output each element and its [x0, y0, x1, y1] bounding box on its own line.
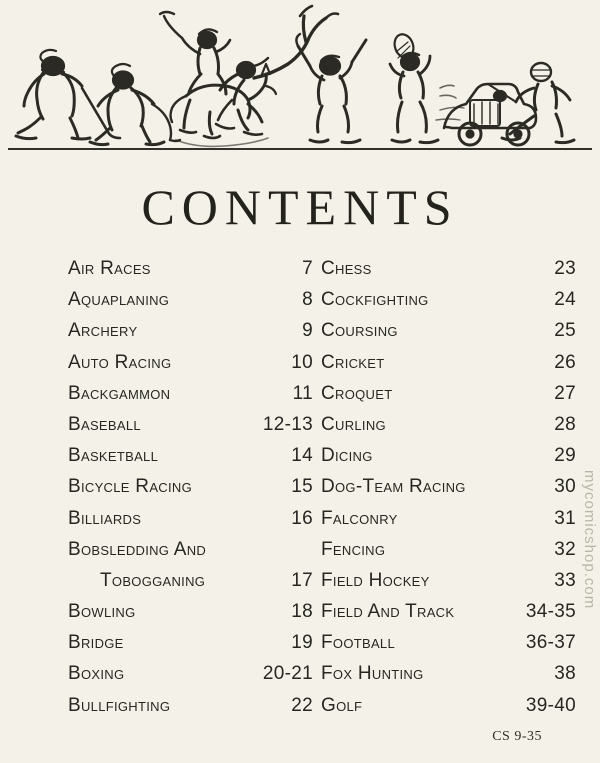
contents-entry[interactable] — [321, 383, 576, 414]
contents-entry[interactable] — [321, 570, 576, 601]
contents-entry[interactable] — [321, 320, 576, 351]
contents-entry-name: Bobsledding And — [68, 538, 207, 560]
contents-entry[interactable] — [68, 414, 313, 445]
contents-entry-page: 22 — [291, 694, 313, 716]
contents-entry-page: 29 — [554, 445, 576, 467]
contents-entry-page: 12-13 — [262, 413, 313, 435]
field-hockey-figure — [90, 64, 180, 145]
contents-entry-name: Falconry — [321, 507, 398, 529]
contents-entry-name: Archery — [68, 320, 138, 342]
contents-entry[interactable] — [68, 570, 313, 601]
contents-entry-page: 7 — [302, 258, 313, 279]
contents-entry-page: 24 — [554, 289, 576, 311]
contents-entry[interactable] — [68, 508, 313, 539]
contents-entry-page: 16 — [291, 507, 313, 529]
contents-entry-page: 9 — [302, 320, 313, 342]
contents-entry-name: Backgammon — [68, 382, 171, 404]
contents-entry-name: Baseball — [68, 413, 141, 435]
contents-entry[interactable] — [321, 695, 576, 726]
contents-entry-name: Air Races — [68, 258, 151, 279]
sports-illustration — [0, 0, 600, 172]
contents-entry-page: 27 — [554, 382, 576, 404]
contents-entry[interactable] — [68, 289, 313, 320]
contents-entry-page: 18 — [291, 601, 313, 623]
contents-entry[interactable] — [321, 539, 576, 570]
contents-entry-name: Curling — [321, 413, 386, 435]
contents-entry-name: Tobogganing — [100, 569, 206, 591]
contents-entry-page: 25 — [554, 320, 576, 342]
contents-entry[interactable] — [321, 508, 576, 539]
contents-column-right — [321, 258, 576, 726]
page-title: CONTENTS — [141, 179, 459, 235]
contents-entry-page: 36-37 — [525, 632, 576, 654]
baseball-batter-figure — [296, 34, 366, 143]
contents-entry-page: 38 — [554, 663, 576, 685]
contents-entry[interactable] — [68, 632, 313, 663]
contents-entry-page: 23 — [554, 258, 576, 279]
contents-entry-name: Aquaplaning — [68, 289, 170, 311]
contents-entry-page: 26 — [554, 351, 576, 373]
contents-entry-name: Dog-Team Racing — [321, 476, 466, 498]
contents-entry-name: Field Hockey — [321, 569, 430, 591]
contents-entry-page: 14 — [291, 445, 313, 467]
contents-entry[interactable] — [68, 476, 313, 507]
contents-entry-page: 34-35 — [525, 601, 576, 623]
contents-entry-name: Field And Track — [321, 601, 455, 623]
contents-columns — [0, 258, 600, 726]
contents-entry-page: 11 — [292, 382, 313, 404]
contents-entry-name: Chess — [321, 258, 372, 279]
contents-entry-page: 10 — [291, 351, 313, 373]
contents-entry-page: 20-21 — [262, 663, 313, 685]
contents-entry-name: Auto Racing — [68, 351, 172, 373]
contents-entry-page: 33 — [554, 569, 576, 591]
contents-entry[interactable] — [321, 663, 576, 694]
contents-entry[interactable] — [321, 445, 576, 476]
ground-line — [8, 148, 592, 150]
contents-entry-name: Billiards — [68, 507, 142, 529]
contents-entry-name: Boxing — [68, 663, 125, 685]
contents-entry-name: Bridge — [68, 632, 124, 654]
contents-entry-page: 32 — [554, 538, 576, 560]
hockey-player-figure — [16, 50, 120, 139]
contents-entry-page: 17 — [291, 569, 313, 591]
contents-entry[interactable] — [68, 383, 313, 414]
contents-entry-page: 19 — [291, 632, 313, 654]
contents-entry-name: Bicycle Racing — [68, 476, 193, 498]
contents-entry-name: Dicing — [321, 445, 373, 467]
contents-entry-name: Bullfighting — [68, 694, 171, 716]
contents-column-left — [68, 258, 313, 726]
contents-entry[interactable] — [68, 258, 313, 289]
contents-entry-name: Golf — [321, 694, 363, 716]
contents-entry-name: Bowling — [68, 601, 136, 623]
contents-entry-page: 8 — [302, 289, 313, 311]
footer-code: CS 9-35 — [492, 729, 542, 744]
contents-entry-page: 39-40 — [525, 694, 576, 716]
contents-entry-name: Cricket — [321, 351, 385, 373]
contents-entry[interactable] — [321, 476, 576, 507]
contents-entry-page: 15 — [291, 476, 313, 498]
contents-entry[interactable] — [68, 352, 313, 383]
contents-entry[interactable] — [68, 601, 313, 632]
contents-entry-page: 30 — [554, 476, 576, 498]
contents-entry-name: Fox Hunting — [321, 663, 424, 685]
contents-entry[interactable] — [321, 632, 576, 663]
contents-entry-name: Cockfighting — [321, 289, 429, 311]
contents-entry-name: Croquet — [321, 382, 393, 404]
watermark: mycomicshop.com — [581, 470, 598, 610]
contents-entry-name: Coursing — [321, 320, 398, 342]
contents-entry[interactable] — [68, 695, 313, 726]
contents-entry[interactable] — [321, 289, 576, 320]
contents-entry[interactable] — [68, 663, 313, 694]
contents-entry[interactable] — [321, 258, 576, 289]
contents-entry-page: 28 — [554, 413, 576, 435]
contents-entry-name: Football — [321, 632, 395, 654]
contents-entry-page: 31 — [554, 507, 576, 529]
contents-entry-name: Basketball — [68, 445, 159, 467]
contents-entry[interactable] — [321, 414, 576, 445]
contents-entry[interactable] — [68, 445, 313, 476]
contents-entry[interactable] — [321, 601, 576, 632]
contents-entry[interactable] — [321, 352, 576, 383]
contents-entry-name: Fencing — [321, 538, 386, 560]
contents-entry[interactable] — [68, 539, 313, 570]
contents-entry[interactable] — [68, 320, 313, 351]
